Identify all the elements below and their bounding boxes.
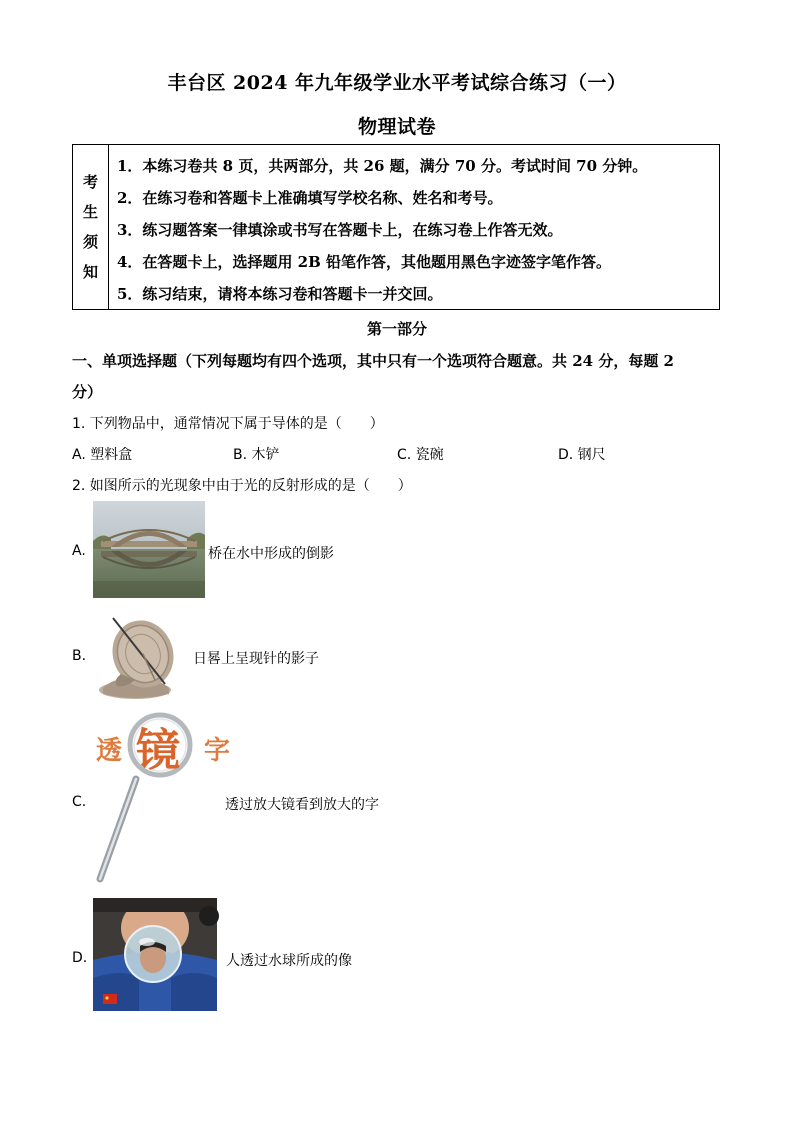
question-2-option-a-letter: A. <box>72 543 86 559</box>
magnifier-text-left: 透 <box>96 736 123 766</box>
page-title: 丰台区 2024 年九年级学业水平考试综合练习（一） <box>167 72 627 94</box>
notice-item: 5．练习结束，请将本练习卷和答题卡一并交回。 <box>117 285 443 303</box>
notice-item: 2．在练习卷和答题卡上准确填写学校名称、姓名和考号。 <box>117 189 503 207</box>
bridge-reflection-image <box>93 501 205 598</box>
magnifier-text-right: 字 <box>204 736 231 766</box>
water-ball-image <box>93 898 217 1011</box>
question-2-option-b-caption: 日晷上呈现针的影子 <box>193 651 319 667</box>
question-1-stem: 1. 下列物品中，通常情况下属于导体的是（ ） <box>72 416 384 432</box>
magnifier-image <box>96 715 231 883</box>
notice-item: 1．本练习卷共 8 页，共两部分，共 26 题，满分 70 分。考试时间 70 分钟。 <box>117 157 648 175</box>
notice-heading <box>73 145 109 309</box>
magnifier-text-center: 镜 <box>136 725 180 776</box>
question-2-option-c-caption: 透过放大镜看到放大的字 <box>225 797 379 813</box>
section-heading-cont: 分） <box>72 383 103 401</box>
question-1-option-a: A. 塑料盒 <box>72 447 133 463</box>
question-2-option-d-letter: D. <box>72 950 88 966</box>
question-2-option-a-caption: 桥在水中形成的倒影 <box>208 546 334 562</box>
exam-notice-box <box>72 144 720 310</box>
question-2-stem: 2. 如图所示的光现象中由于光的反射形成的是（ ） <box>72 478 412 494</box>
question-1-option-d: D. 钢尺 <box>558 447 606 463</box>
question-2-option-d-caption: 人透过水球所成的像 <box>226 953 352 969</box>
question-2-option-c-letter: C. <box>72 794 87 810</box>
notice-heading-char: 知 <box>82 263 98 281</box>
question-1-option-c: C. 瓷碗 <box>397 447 444 463</box>
notice-item: 3．练习题答案一律填涂或书写在答题卡上，在练习卷上作答无效。 <box>117 221 563 239</box>
question-2-option-b-letter: B. <box>72 648 87 664</box>
notice-heading-char: 须 <box>82 233 98 251</box>
sundial-image <box>95 610 185 702</box>
notice-heading-char: 考 <box>82 173 98 191</box>
page-subtitle: 物理试卷 <box>357 116 436 138</box>
section-heading: 一、单项选择题（下列每题均有四个选项，其中只有一个选项符合题意。共 24 分，每题 2 <box>72 352 674 370</box>
notice-heading-char: 生 <box>82 203 98 221</box>
question-1-option-b: B. 木铲 <box>233 447 280 463</box>
notice-item: 4．在答题卡上，选择题用 2B 铅笔作答，其他题用黑色字迹签字笔作答。 <box>117 253 611 271</box>
part-heading: 第一部分 <box>366 320 427 338</box>
